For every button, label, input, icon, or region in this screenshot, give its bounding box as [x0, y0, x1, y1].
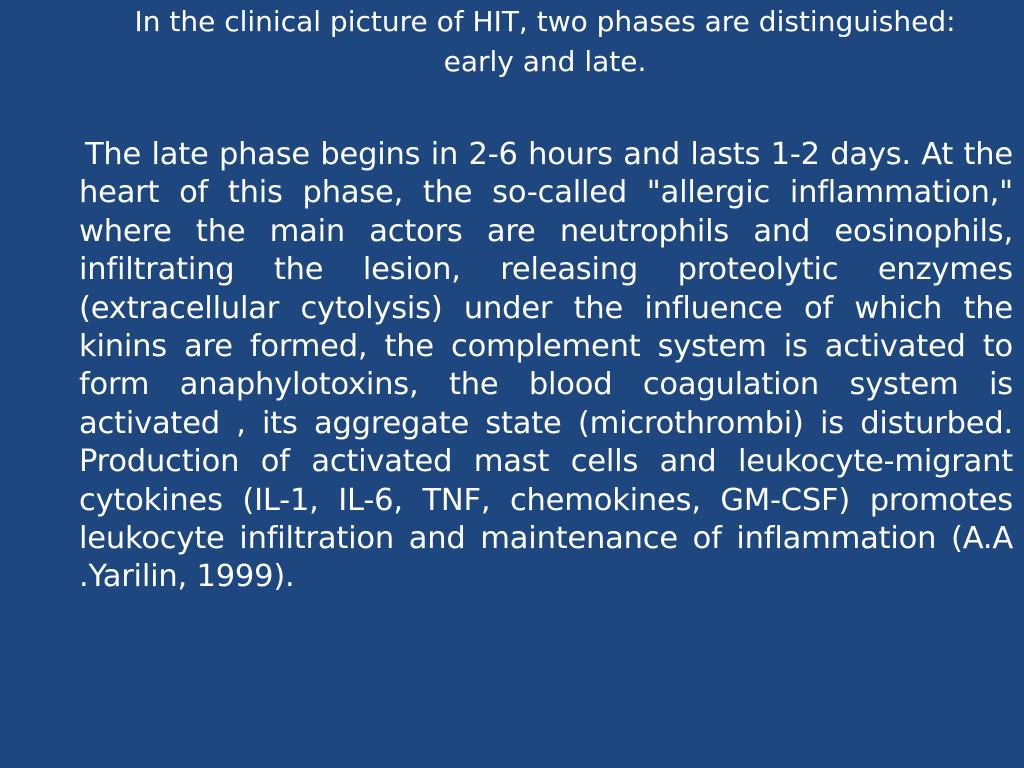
slide-title-line-1: In the clinical picture of HIT, two phases are distinguished: — [134, 5, 956, 38]
slide-body-paragraph: The late phase begins in 2-6 hours and lasts 1-2 days. At the heart of this phase, the so-called "allergic inflammation," where the main actors are neutrophils and eosinophils, infiltrating the lesion, releasing proteolytic enzymes (extracellular cytolysis) under the influence of which the kinins are formed, the complement system is activated to form anaphylotoxins, the blood coagulation system is activated , its aggregate state (microthrombi) is disturbed. Production of activated mast cells and leukocyte-migrant cytokines (IL-1, IL-6, TNF, chemokines, GM-CSF) promotes leukocyte infiltration and maintenance of inflammation (A.A .Yarilin, 1999). — [79, 137, 1013, 595]
slide-title — [20, 2, 1024, 82]
slide-title-line-2: early and late. — [443, 45, 647, 78]
